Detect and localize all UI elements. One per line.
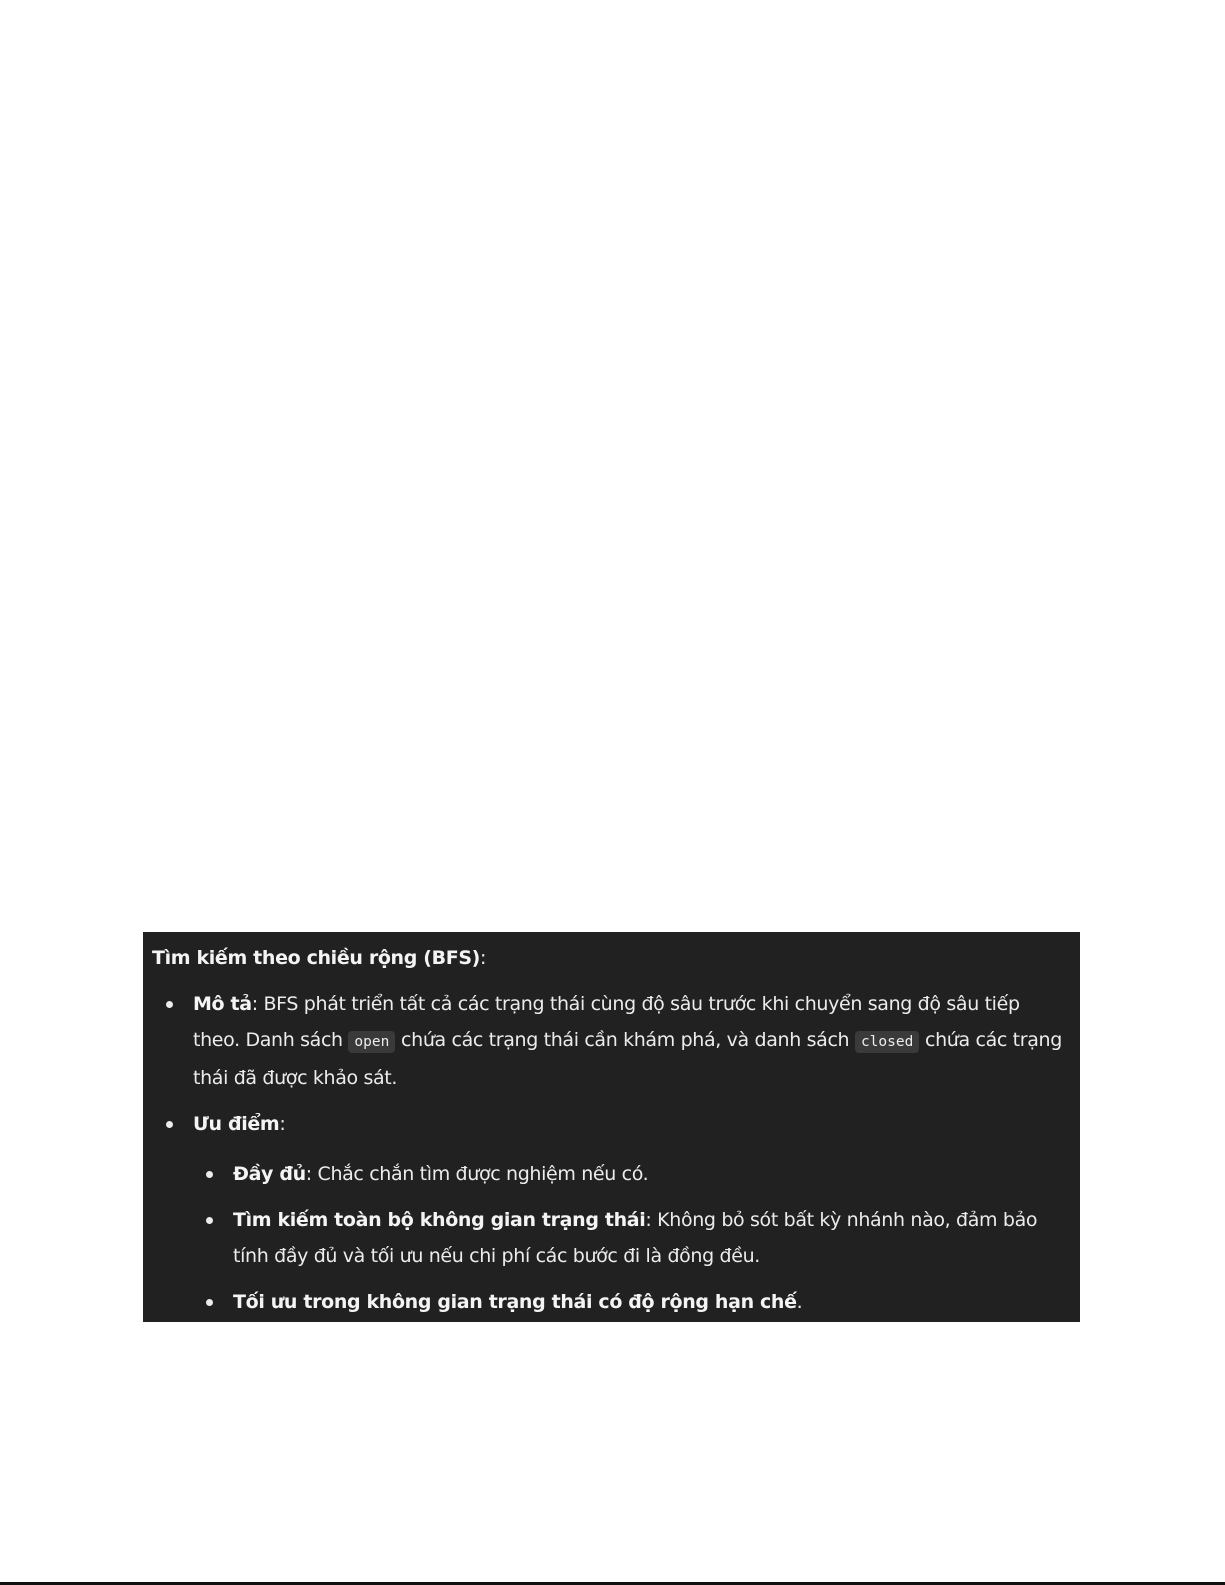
advantage-label: Tối ưu trong không gian trạng thái có độ rộng hạn chế	[233, 1291, 797, 1313]
description-label: Mô tả	[193, 993, 252, 1015]
advantage-text: : Chắc chắn tìm được nghiệm nếu có.	[305, 1163, 649, 1185]
bullet-icon	[166, 1121, 173, 1128]
advantages-label: Ưu điểm	[193, 1113, 280, 1135]
advantage-item-full-search	[233, 1202, 1072, 1274]
bullet-icon	[206, 1217, 213, 1224]
description-text-2: chứa các trạng thái cần khám phá, và danh sách	[395, 1029, 855, 1051]
advantage-item-optimal	[233, 1284, 1072, 1320]
advantages-sublist	[193, 1156, 1072, 1320]
advantage-text: .	[796, 1291, 803, 1313]
bfs-content-panel	[143, 932, 1080, 1322]
advantage-label: Đầy đủ	[233, 1163, 306, 1185]
bfs-bullet-list	[152, 986, 1072, 1320]
bullet-icon	[206, 1299, 213, 1306]
section-title-suffix: :	[480, 947, 487, 969]
description-text-1: : BFS phát triển tất cả các trạng thái cùng độ sâu trước khi chuyển sang độ sâu tiếp theo. Danh sách	[193, 993, 1020, 1051]
advantages-suffix: :	[279, 1113, 286, 1135]
closed-list-code: closed	[855, 1031, 919, 1053]
open-list-code: open	[348, 1031, 395, 1053]
advantage-item-completeness	[233, 1156, 1072, 1192]
advantages-item	[193, 1106, 1072, 1320]
section-title: Tìm kiếm theo chiều rộng (BFS)	[152, 947, 481, 969]
section-heading	[152, 940, 1072, 976]
bullet-icon	[206, 1171, 213, 1178]
advantage-text: : Không bỏ sót bất kỳ nhánh nào, đảm bảo tính đầy đủ và tối ưu nếu chi phí các bước đi là đồng đều.	[233, 1209, 1038, 1267]
description-item	[193, 986, 1072, 1096]
description-text-3: chứa các trạng thái đã được khảo sát.	[193, 1029, 1062, 1089]
advantage-label: Tìm kiếm toàn bộ không gian trạng thái	[233, 1209, 646, 1231]
bullet-icon	[166, 1001, 173, 1008]
